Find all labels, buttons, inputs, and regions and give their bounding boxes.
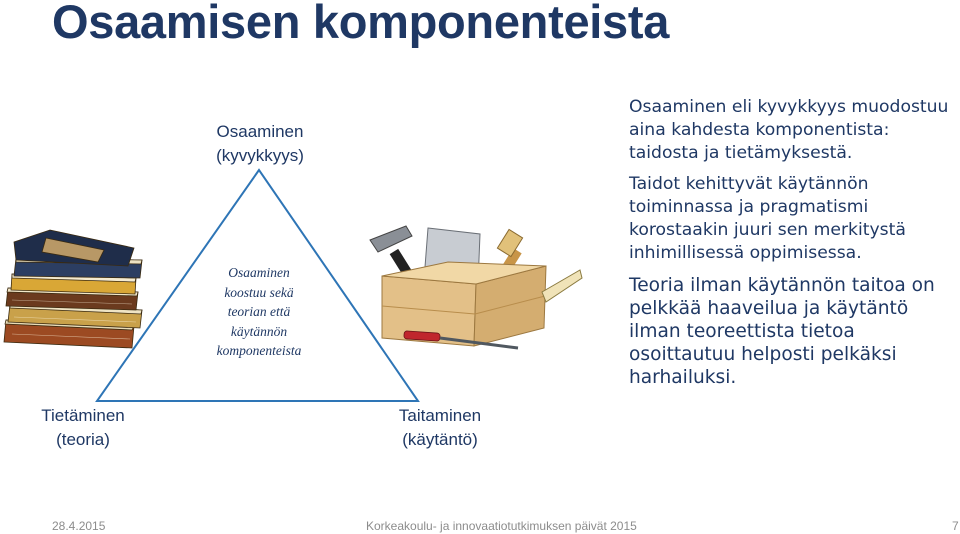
paragraph-competence: Osaaminen eli kyvykkyys muodostuu aina kahdesta komponentista: taidosta ja tietämyksestä. bbox=[629, 97, 949, 163]
right-corner-label bbox=[375, 404, 505, 452]
center-line-5: komponenteista bbox=[216, 343, 302, 358]
apex-label bbox=[180, 120, 340, 168]
footer-page-number: 7 bbox=[952, 519, 959, 533]
footer-event: Korkeakoulu- ja innovaatiotutkimuksen päivät 2015 bbox=[366, 519, 637, 533]
triangle-center-text bbox=[190, 263, 328, 361]
body-text bbox=[629, 96, 959, 398]
right-label-line2: (käytäntö) bbox=[402, 430, 478, 449]
center-line-3: teorian että bbox=[227, 304, 291, 319]
center-line-1: Osaaminen bbox=[228, 265, 290, 280]
footer-date: 28.4.2015 bbox=[52, 519, 106, 533]
toolbox-icon bbox=[368, 222, 583, 357]
center-line-4: käytännön bbox=[230, 323, 288, 339]
book-stack-icon bbox=[2, 222, 152, 357]
left-corner-label bbox=[18, 404, 148, 452]
apex-label-line2: (kyvykkyys) bbox=[216, 146, 304, 165]
left-label-line1: Tietäminen bbox=[41, 406, 125, 425]
apex-label-line1: Osaaminen bbox=[216, 122, 304, 141]
slide-title: Osaamisen komponenteista bbox=[52, 0, 670, 48]
paragraph-theory: Teoria ilman käytännön taitoa on pelkkää haaveilua ja käytäntö ilman teoreettista tietoa osoittautuu helposti pelkäksi harhailuksi. bbox=[629, 274, 935, 388]
center-line-2: koostuu sekä bbox=[224, 284, 294, 300]
left-label-line2: (teoria) bbox=[56, 430, 110, 449]
right-label-line1: Taitaminen bbox=[398, 406, 482, 425]
paragraph-skills: Taidot kehittyvät käytännön toiminnassa ja pragmatismi korostaakin juuri sen merkitystä inhimillisessä oppimisessa. bbox=[629, 174, 906, 263]
